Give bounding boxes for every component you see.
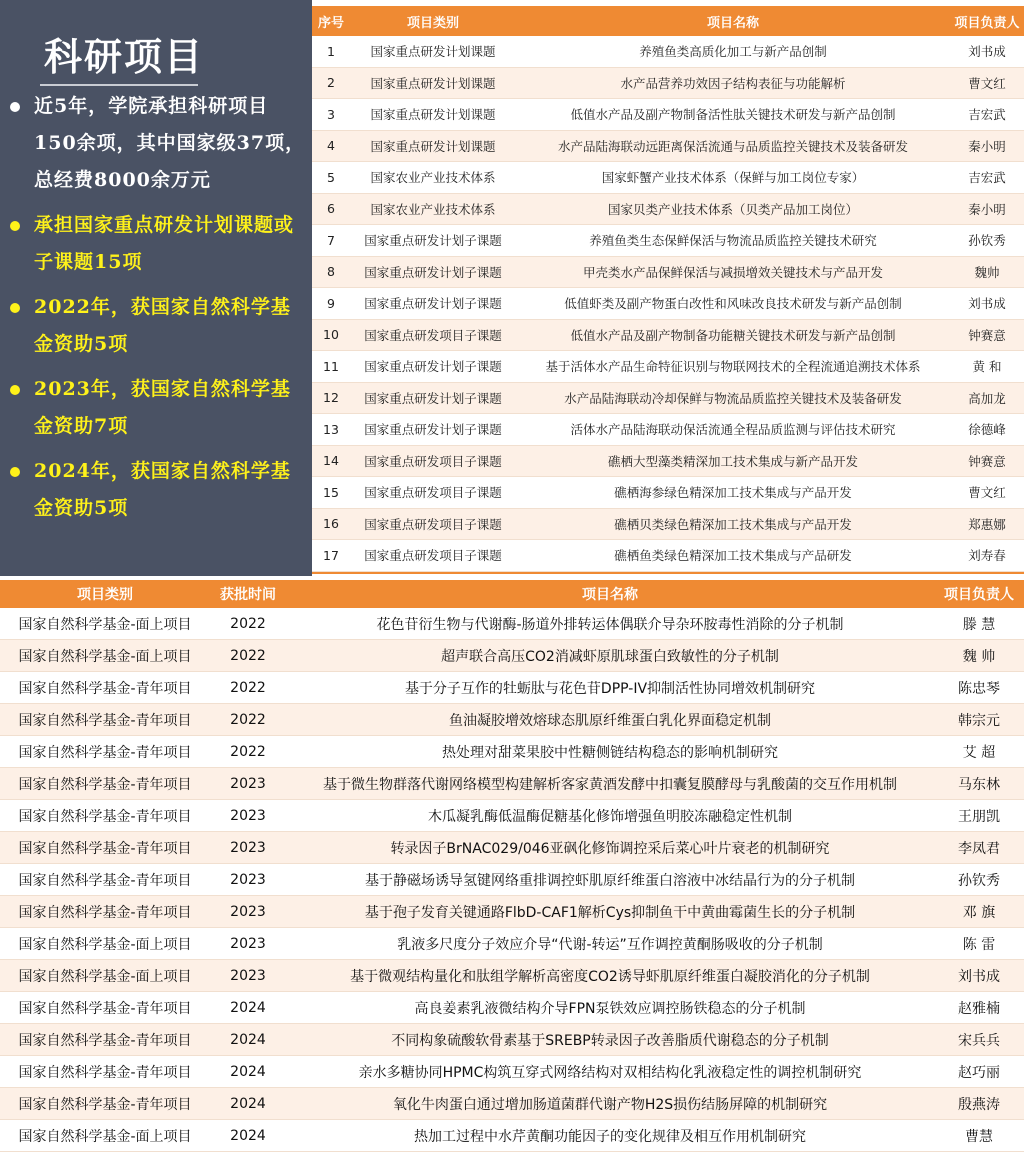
- table-row: [312, 68, 1024, 100]
- cell-project-name: 基于微生物群落代谢网络模型构建解析客家黄酒发酵中扣囊复膜酵母与乳酸菌的交互作用机制: [323, 776, 897, 793]
- table-header: [0, 580, 1024, 608]
- cell-leader: 王朋凯: [958, 808, 1000, 825]
- table-row: [312, 509, 1024, 541]
- cell-project-name: 乳液多尺度分子效应介导“代谢-转运”互作调控黄酮肠吸收的分子机制: [397, 936, 823, 953]
- cell-category: 国家重点研发项目子课题: [364, 327, 502, 343]
- bullet-item: [10, 371, 308, 445]
- cell-category: 国家自然科学基金-青年项目: [18, 840, 192, 857]
- cell-category: 国家自然科学基金-面上项目: [18, 1128, 192, 1145]
- header-cell-leader: 项目负责人: [944, 587, 1014, 603]
- table-row: [0, 1056, 1024, 1088]
- cell-leader: 钟赛意: [968, 327, 1006, 343]
- cell-category: 国家重点研发计划子课题: [364, 264, 502, 280]
- cell-leader: 吉宏武: [968, 170, 1006, 186]
- cell-project-name: 礁栖鱼类绿色精深加工技术集成与产品研发: [614, 548, 852, 564]
- cell-leader: 曹文红: [968, 485, 1006, 501]
- table-row: [0, 768, 1024, 800]
- cell-project-name: 基于孢子发育关键通路FlbD-CAF1解析Cys抑制鱼干中黄曲霉菌生长的分子机制: [364, 904, 856, 921]
- cell-year: 2023: [230, 967, 266, 984]
- cell-index: 6: [327, 201, 335, 217]
- cell-year: 2024: [230, 1127, 266, 1144]
- cell-leader: 魏帅: [974, 264, 1000, 280]
- cell-year: 2024: [230, 1031, 266, 1048]
- cell-leader: 徐德峰: [968, 422, 1006, 438]
- cell-leader: 曹慧: [965, 1128, 993, 1145]
- table-row: [312, 414, 1024, 446]
- cell-category: 国家自然科学基金-面上项目: [18, 936, 192, 953]
- cell-leader: 秦小明: [968, 138, 1006, 154]
- cell-index: 2: [327, 75, 335, 91]
- header-cell-name: 项目名称: [582, 587, 638, 603]
- table-body: [312, 36, 1024, 572]
- cell-project-name: 超声联合高压CO2消减虾原肌球蛋白致敏性的分子机制: [441, 648, 779, 665]
- cell-year: 2023: [230, 839, 266, 856]
- cell-category: 国家自然科学基金-青年项目: [18, 808, 192, 825]
- cell-category: 国家重点研发项目子课题: [364, 485, 502, 501]
- table-row: [312, 257, 1024, 289]
- table-row: [0, 704, 1024, 736]
- cell-category: 国家自然科学基金-青年项目: [18, 872, 192, 889]
- key-projects-table: [312, 6, 1024, 574]
- table-row: [0, 896, 1024, 928]
- cell-category: 国家自然科学基金-青年项目: [18, 776, 192, 793]
- cell-leader: 滕 慧: [962, 616, 996, 633]
- table-row: [312, 131, 1024, 163]
- cell-project-name: 基于活体水产品生命特征识别与物联网技术的全程流通追溯技术体系: [545, 359, 921, 375]
- header-cell-name: 项目名称: [706, 15, 759, 31]
- cell-leader: 钟赛意: [968, 453, 1006, 469]
- cell-category: 国家自然科学基金-青年项目: [18, 1000, 192, 1017]
- header-cell-category: 项目类别: [77, 587, 133, 603]
- cell-project-name: 国家贝类产业技术体系（贝类产品加工岗位）: [607, 201, 858, 217]
- bullet-text: 承担国家重点研发计划课题或子课题15项: [34, 214, 295, 273]
- cell-project-name: 基于静磁场诱导氢键网络重排调控虾肌原纤维蛋白溶液中冰结晶行为的分子机制: [365, 872, 855, 889]
- cell-project-name: 低值水产品及副产物制备功能糖关键技术研发与新产品创制: [570, 327, 896, 343]
- cell-index: 1: [327, 43, 335, 59]
- cell-year: 2023: [230, 775, 266, 792]
- cell-leader: 邓 旗: [962, 904, 996, 921]
- bullet-dot-icon: [10, 303, 20, 313]
- cell-leader: 刘书成: [968, 296, 1006, 312]
- cell-leader: 吉宏武: [968, 107, 1006, 123]
- nsfc-projects-table: [0, 580, 1024, 1152]
- cell-category: 国家自然科学基金-青年项目: [18, 1096, 192, 1113]
- cell-leader: 黄 和: [972, 359, 1002, 375]
- cell-category: 国家农业产业技术体系: [370, 201, 496, 217]
- cell-index: 8: [327, 264, 335, 280]
- cell-year: 2024: [230, 1095, 266, 1112]
- table-row: [0, 864, 1024, 896]
- cell-year: 2022: [230, 743, 266, 760]
- cell-project-name: 水产品营养功效因子结构表征与功能解析: [620, 75, 846, 91]
- table-row: [0, 832, 1024, 864]
- cell-category: 国家重点研发计划子课题: [364, 233, 502, 249]
- table-row: [312, 162, 1024, 194]
- cell-leader: 赵巧丽: [958, 1064, 1000, 1081]
- table-row: [0, 800, 1024, 832]
- table-row: [0, 1024, 1024, 1056]
- cell-project-name: 基于微观结构量化和肽组学解析高密度CO2诱导虾肌原纤维蛋白凝胶消化的分子机制: [350, 968, 870, 985]
- cell-project-name: 养殖鱼类高质化加工与新产品创制: [639, 44, 827, 60]
- cell-project-name: 低值虾类及副产物蛋白改性和风味改良技术研发与新产品创制: [564, 296, 902, 312]
- cell-project-name: 低值水产品及副产物制备活性肽关键技术研发与新产品创制: [570, 107, 896, 123]
- bullet-text: 2023年，获国家自然科学基金资助7项: [34, 378, 291, 437]
- table-row: [312, 446, 1024, 478]
- cell-category: 国家重点研发计划子课题: [364, 390, 502, 406]
- cell-year: 2023: [230, 871, 266, 888]
- cell-leader: 李凤君: [958, 840, 1000, 857]
- page-title: 科研项目: [44, 35, 205, 79]
- cell-leader: 秦小明: [968, 201, 1006, 217]
- header-cell-leader: 项目负责人: [954, 15, 1020, 31]
- cell-project-name: 活体水产品陆海联动保活流通全程品质监测与评估技术研究: [570, 422, 896, 438]
- bullet-item: [10, 289, 308, 363]
- table-bottom-border: [312, 572, 1024, 574]
- bullet-text: 2022年，获国家自然科学基金资助5项: [34, 296, 291, 355]
- table-row: [0, 1120, 1024, 1152]
- cell-category: 国家重点研发计划课题: [370, 107, 496, 123]
- table-row: [0, 992, 1024, 1024]
- cell-index: 5: [327, 169, 335, 185]
- cell-project-name: 木瓜凝乳酶低温酶促糖基化修饰增强鱼明胶冻融稳定性机制: [428, 808, 792, 825]
- cell-category: 国家重点研发项目子课题: [364, 453, 502, 469]
- cell-leader: 韩宗元: [958, 712, 1000, 729]
- cell-category: 国家农业产业技术体系: [370, 170, 496, 186]
- title-underline: [40, 84, 198, 86]
- cell-leader: 马东林: [958, 776, 1000, 793]
- cell-category: 国家重点研发计划课题: [370, 75, 496, 91]
- cell-index: 10: [323, 327, 339, 343]
- bullet-dot-icon: [10, 467, 20, 477]
- cell-index: 15: [323, 484, 339, 500]
- cell-leader: 高加龙: [968, 390, 1006, 406]
- cell-project-name: 甲壳类水产品保鲜保活与减损增效关键技术与产品开发: [582, 264, 883, 280]
- table-row: [0, 1088, 1024, 1120]
- header-cell-index: 序号: [317, 15, 344, 31]
- cell-index: 4: [327, 138, 335, 154]
- cell-project-name: 氧化牛肉蛋白通过增加肠道菌群代谢产物H2S损伤结肠屏障的机制研究: [392, 1096, 828, 1113]
- cell-category: 国家重点研发计划子课题: [364, 359, 502, 375]
- cell-leader: 郑惠娜: [968, 516, 1006, 532]
- cell-year: 2022: [230, 647, 266, 664]
- cell-leader: 曹文红: [968, 75, 1006, 91]
- cell-project-name: 国家虾蟹产业技术体系（保鲜与加工岗位专家）: [601, 170, 865, 186]
- cell-year: 2022: [230, 615, 266, 632]
- cell-year: 2022: [230, 679, 266, 696]
- cell-index: 9: [327, 295, 335, 311]
- table-row: [312, 351, 1024, 383]
- cell-project-name: 养殖鱼类生态保鲜保活与物流品质监控关键技术研究: [589, 233, 877, 249]
- cell-leader: 陈忠琴: [958, 680, 1000, 697]
- table-row: [0, 960, 1024, 992]
- cell-leader: 孙钦秀: [958, 872, 1000, 889]
- table-body: [0, 608, 1024, 1152]
- cell-index: 14: [323, 453, 339, 469]
- table-row: [0, 608, 1024, 640]
- bullet-text: 2024年，获国家自然科学基金资助5项: [34, 460, 291, 519]
- table-row: [312, 383, 1024, 415]
- cell-year: 2023: [230, 807, 266, 824]
- cell-category: 国家自然科学基金-青年项目: [18, 712, 192, 729]
- cell-category: 国家重点研发计划子课题: [364, 422, 502, 438]
- cell-project-name: 基于分子互作的牡蛎肽与花色苷DPP-IV抑制活性协同增效机制研究: [404, 680, 816, 697]
- table-row: [0, 736, 1024, 768]
- cell-category: 国家自然科学基金-青年项目: [18, 744, 192, 761]
- cell-project-name: 热加工过程中水芹黄酮功能因子的变化规律及相互作用机制研究: [414, 1128, 806, 1145]
- table-row: [312, 225, 1024, 257]
- cell-project-name: 礁栖海参绿色精深加工技术集成与产品开发: [614, 485, 852, 501]
- cell-year: 2024: [230, 999, 266, 1016]
- cell-index: 13: [323, 421, 339, 437]
- bullet-item: [10, 453, 308, 527]
- header-cell-year: 获批时间: [220, 587, 276, 603]
- cell-project-name: 亲水多糖协同HPMC构筑互穿式网络结构对双相结构化乳液稳定性的调控机制研究: [358, 1064, 862, 1081]
- cell-leader: 魏 帅: [962, 648, 996, 665]
- cell-category: 国家自然科学基金-面上项目: [18, 616, 192, 633]
- cell-year: 2024: [230, 1063, 266, 1080]
- bullet-item: [10, 207, 308, 281]
- left-summary-panel: [0, 0, 312, 576]
- cell-project-name: 水产品陆海联动冷却保鲜与物流品质监控关键技术及装备研发: [564, 390, 902, 406]
- cell-category: 国家重点研发计划课题: [370, 44, 496, 60]
- cell-leader: 刘书成: [968, 44, 1006, 60]
- table-row: [312, 540, 1024, 572]
- cell-category: 国家自然科学基金-青年项目: [18, 904, 192, 921]
- cell-category: 国家自然科学基金-青年项目: [18, 680, 192, 697]
- cell-project-name: 不同构象硫酸软骨素基于SREBP转录因子改善脂质代谢稳态的分子机制: [391, 1032, 829, 1049]
- cell-index: 16: [323, 516, 339, 532]
- cell-project-name: 热处理对甜菜果胶中性糖侧链结构稳态的影响机制研究: [442, 744, 778, 761]
- cell-leader: 赵雅楠: [958, 1000, 1000, 1017]
- cell-index: 3: [327, 106, 335, 122]
- cell-project-name: 高良姜素乳液微结构介导FPN泵铁效应调控肠铁稳态的分子机制: [414, 1000, 806, 1017]
- table-row: [312, 194, 1024, 226]
- cell-project-name: 花色苷衍生物与代谢酶-肠道外排转运体偶联介导杂环胺毒性消除的分子机制: [376, 616, 844, 633]
- cell-category: 国家重点研发项目子课题: [364, 516, 502, 532]
- cell-project-name: 鱼油凝胶增效熔球态肌原纤维蛋白乳化界面稳定机制: [449, 712, 771, 729]
- cell-category: 国家自然科学基金-面上项目: [18, 968, 192, 985]
- table-row: [0, 640, 1024, 672]
- cell-project-name: 礁栖大型藻类精深加工技术集成与新产品开发: [607, 453, 858, 469]
- cell-index: 11: [323, 358, 339, 374]
- cell-project-name: 转录因子BrNAC029/046亚砜化修饰调控采后菜心叶片衰老的机制研究: [390, 840, 830, 857]
- cell-category: 国家重点研发项目子课题: [364, 548, 502, 564]
- cell-leader: 孙钦秀: [968, 233, 1006, 249]
- header-cell-category: 项目类别: [406, 15, 459, 31]
- bullet-dot-icon: [10, 102, 20, 112]
- cell-leader: 宋兵兵: [958, 1032, 1000, 1049]
- cell-index: 7: [327, 232, 335, 248]
- cell-leader: 殷燕涛: [958, 1096, 1000, 1113]
- cell-category: 国家重点研发计划子课题: [364, 296, 502, 312]
- table-row: [312, 288, 1024, 320]
- table-row: [312, 99, 1024, 131]
- bullet-text: 近5年，学院承担科研项目150余项，其中国家级37项，总经费8000余万元: [34, 95, 306, 191]
- table-header: [312, 6, 1024, 36]
- cell-year: 2023: [230, 903, 266, 920]
- cell-leader: 艾 超: [962, 744, 996, 761]
- cell-year: 2023: [230, 935, 266, 952]
- table-row: [0, 672, 1024, 704]
- bullet-item: [10, 88, 308, 199]
- cell-category: 国家自然科学基金-青年项目: [18, 1032, 192, 1049]
- table-row: [312, 320, 1024, 352]
- cell-project-name: 礁栖贝类绿色精深加工技术集成与产品开发: [614, 516, 852, 532]
- cell-leader: 刘寿春: [968, 548, 1006, 564]
- cell-year: 2022: [230, 711, 266, 728]
- bullet-dot-icon: [10, 221, 20, 231]
- bullet-dot-icon: [10, 385, 20, 395]
- cell-index: 12: [323, 390, 339, 406]
- table-row: [312, 477, 1024, 509]
- cell-leader: 陈 雷: [962, 936, 996, 953]
- cell-category: 国家自然科学基金-面上项目: [18, 648, 192, 665]
- table-row: [0, 928, 1024, 960]
- cell-category: 国家自然科学基金-青年项目: [18, 1064, 192, 1081]
- cell-category: 国家重点研发计划课题: [370, 138, 496, 154]
- cell-project-name: 水产品陆海联动远距离保活流通与品质监控关键技术及装备研发: [557, 138, 908, 154]
- table-row: [312, 36, 1024, 68]
- cell-index: 17: [323, 547, 339, 563]
- cell-leader: 刘书成: [958, 968, 1000, 985]
